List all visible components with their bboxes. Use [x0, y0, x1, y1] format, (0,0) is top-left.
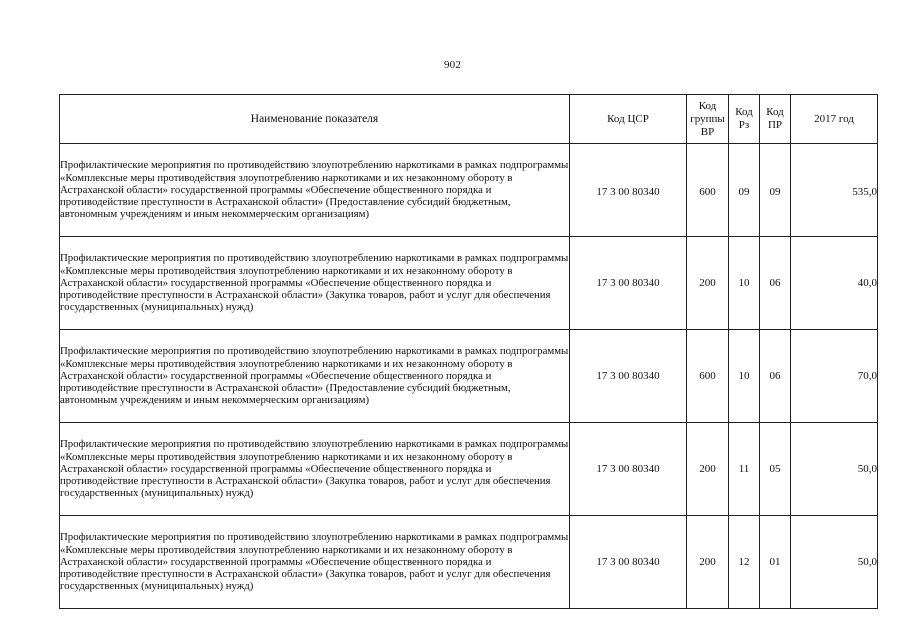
- header-rz-code: [729, 95, 760, 144]
- row-csr-code: 17 3 00 80340: [570, 516, 687, 609]
- row-csr-code: 17 3 00 80340: [570, 237, 687, 330]
- row-csr-code: 17 3 00 80340: [570, 144, 687, 237]
- table-row: [60, 237, 878, 330]
- row-description: Профилактические мероприятия по противодействию злоупотреблению наркотиками в рамках подпрограммы «Комплексные меры противодействия злоупотреблению наркотиками и их незаконному обороту в Астраханской области» государственной программы «Обеспечение общественного порядка и противодействие преступности в Астраханской области» (Закупка товаров, работ и услуг для обеспечения государственных (муниципальных) нужд): [60, 237, 570, 330]
- header-pr-line2: ПР: [767, 119, 783, 131]
- row-rz-code: 12: [729, 516, 760, 609]
- row-description: Профилактические мероприятия по противодействию злоупотреблению наркотиками в рамках подпрограммы «Комплексные меры противодействия злоупотреблению наркотиками и их незаконному обороту в Астраханской области» государственной программы «Обеспечение общественного порядка и противодействие преступности в Астраханской области» (Предоставление субсидий бюджетным, автономным учреждениям и иным некоммерческим организациям): [60, 144, 570, 237]
- table-row: [60, 144, 878, 237]
- row-pr-code: 06: [760, 237, 791, 330]
- header-year-2017: 2017 год: [791, 95, 878, 144]
- row-vr-code: 200: [687, 516, 729, 609]
- header-vr-line3: ВР: [700, 125, 715, 138]
- header-pr-line1: Код: [766, 106, 784, 118]
- row-rz-code: 10: [729, 330, 760, 423]
- header-vr-line2: группы: [690, 112, 725, 125]
- row-description: Профилактические мероприятия по противодействию злоупотреблению наркотиками в рамках подпрограммы «Комплексные меры противодействия злоупотреблению наркотиками и их незаконному обороту в Астраханской области» государственной программы «Обеспечение общественного порядка и противодействие преступности в Астраханской области» (Предоставление субсидий бюджетным, автономным учреждениям и иным некоммерческим организациям): [60, 330, 570, 423]
- row-rz-code: 09: [729, 144, 760, 237]
- header-rz-line2: Рз: [738, 119, 750, 131]
- row-description: Профилактические мероприятия по противодействию злоупотреблению наркотиками в рамках подпрограммы «Комплексные меры противодействия злоупотреблению наркотиками и их незаконному обороту в Астраханской области» государственной программы «Обеспечение общественного порядка и противодействие преступности в Астраханской области» (Закупка товаров, работ и услуг для обеспечения государственных (муниципальных) нужд): [60, 516, 570, 609]
- row-vr-code: 600: [687, 330, 729, 423]
- header-name: Наименование показателя: [60, 95, 570, 144]
- row-amount: 40,0: [791, 237, 878, 330]
- header-vr-code: [687, 95, 729, 144]
- row-rz-code: 10: [729, 237, 760, 330]
- row-pr-code: 09: [760, 144, 791, 237]
- header-csr-code: Код ЦСР: [570, 95, 687, 144]
- page-number: 902: [443, 59, 462, 71]
- table-header-row: [60, 95, 878, 144]
- row-amount: 535,0: [791, 144, 878, 237]
- row-csr-code: 17 3 00 80340: [570, 330, 687, 423]
- row-description: Профилактические мероприятия по противодействию злоупотреблению наркотиками в рамках подпрограммы «Комплексные меры противодействия злоупотреблению наркотиками и их незаконному обороту в Астраханской области» государственной программы «Обеспечение общественного порядка и противодействие преступности в Астраханской области» (Закупка товаров, работ и услуг для обеспечения государственных (муниципальных) нужд): [60, 423, 570, 516]
- header-rz-line1: Код: [735, 106, 753, 118]
- row-rz-code: 11: [729, 423, 760, 516]
- row-vr-code: 600: [687, 144, 729, 237]
- budget-table: [59, 94, 878, 609]
- row-pr-code: 06: [760, 330, 791, 423]
- row-vr-code: 200: [687, 423, 729, 516]
- row-vr-code: 200: [687, 237, 729, 330]
- header-vr-line1: Код: [698, 99, 717, 112]
- table-row: [60, 516, 878, 609]
- row-pr-code: 05: [760, 423, 791, 516]
- table-row: [60, 423, 878, 516]
- row-amount: 50,0: [791, 423, 878, 516]
- row-pr-code: 01: [760, 516, 791, 609]
- header-pr-code: [760, 95, 791, 144]
- row-csr-code: 17 3 00 80340: [570, 423, 687, 516]
- table-row: [60, 330, 878, 423]
- row-amount: 70,0: [791, 330, 878, 423]
- row-amount: 50,0: [791, 516, 878, 609]
